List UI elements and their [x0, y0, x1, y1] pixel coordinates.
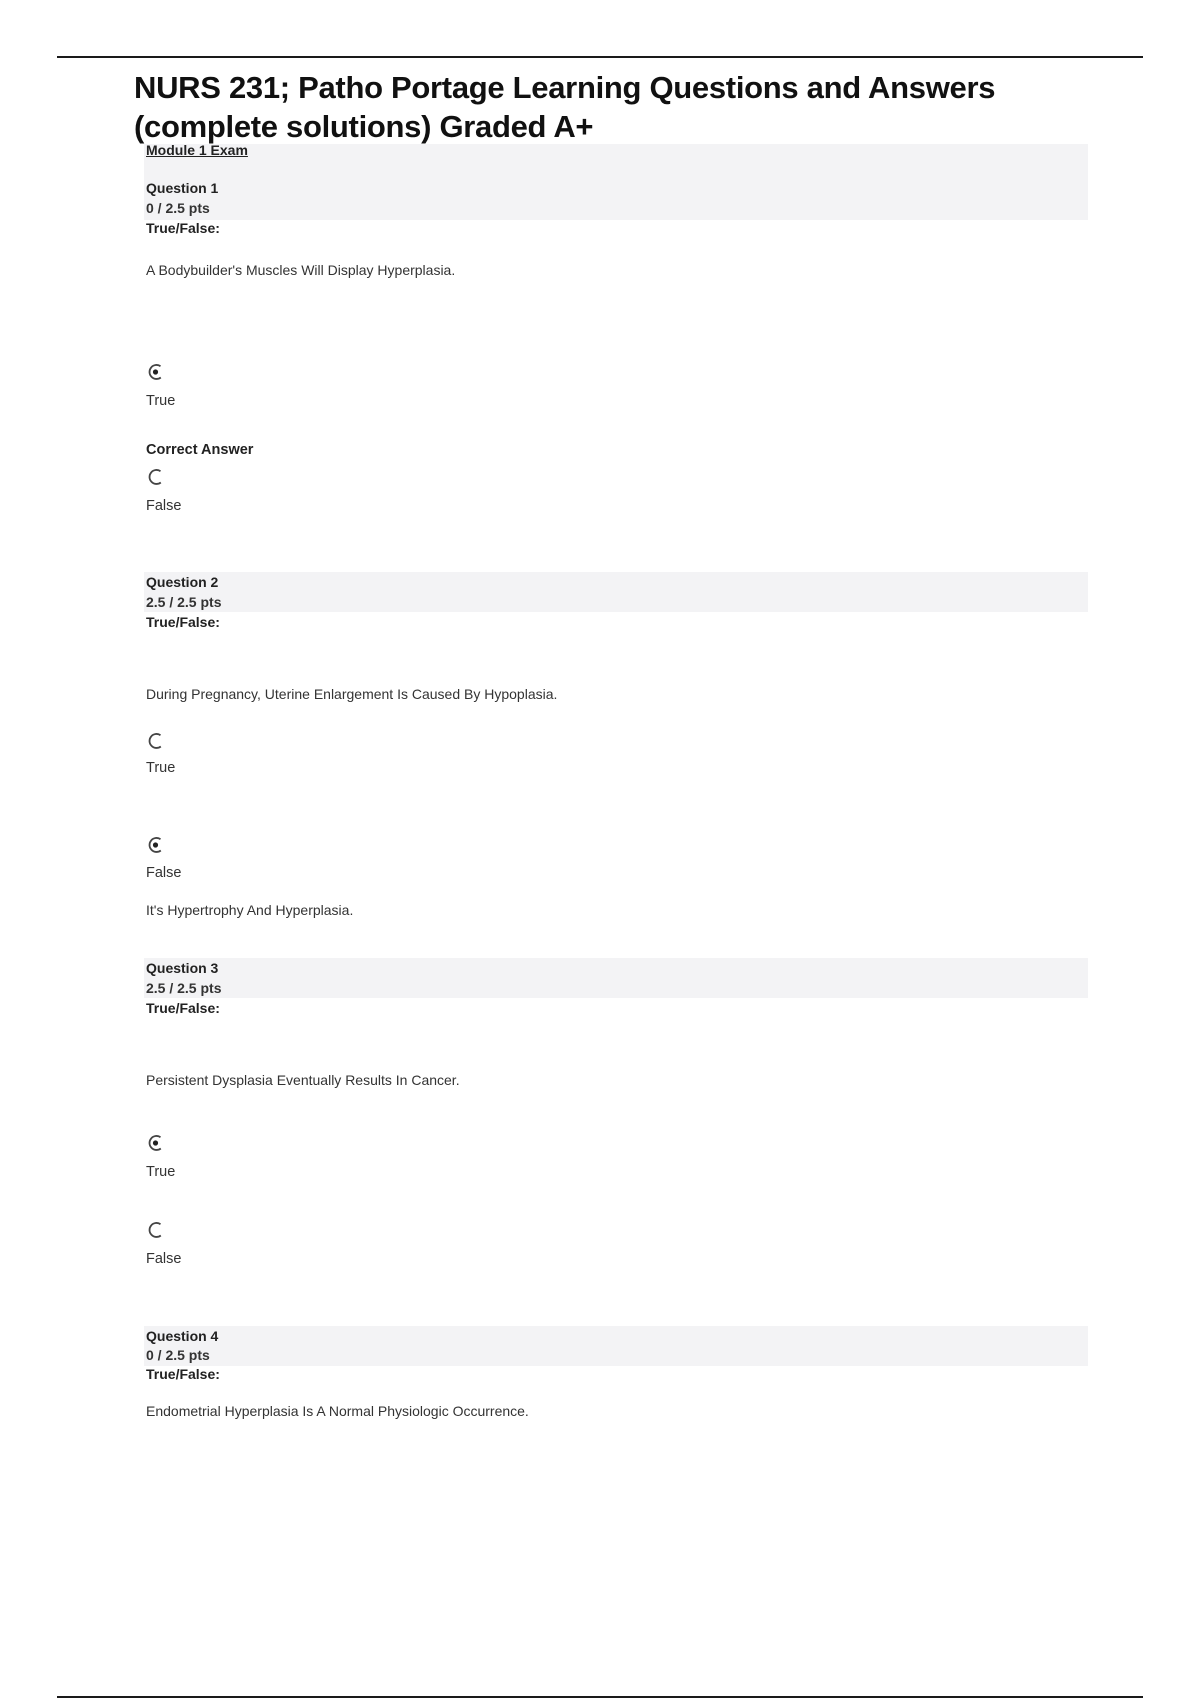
- question-3-type: True/False:: [146, 1000, 220, 1016]
- question-4-header-band: [144, 1326, 1088, 1366]
- question-4-type: True/False:: [146, 1366, 220, 1382]
- question-3-option-true-radio[interactable]: [146, 1133, 166, 1158]
- radio-unselected-icon: [146, 1220, 166, 1240]
- question-2-option-true-label: True: [146, 760, 176, 776]
- radio-unselected-icon: [146, 467, 166, 487]
- question-1-header-band: [144, 144, 1088, 220]
- question-2-option-false-label: False: [146, 865, 182, 881]
- question-2-option-false-radio[interactable]: [146, 835, 166, 860]
- question-3-points: 2.5 / 2.5 pts: [146, 980, 222, 996]
- question-1-heading: Question 1: [146, 180, 219, 196]
- question-1-type: True/False:: [146, 220, 220, 236]
- question-4-heading: Question 4: [146, 1328, 219, 1344]
- question-3-option-true-label: True: [146, 1164, 176, 1180]
- question-1-option-true-radio[interactable]: [146, 362, 166, 387]
- question-3-text: Persistent Dysplasia Eventually Results In Cancer.: [146, 1072, 460, 1088]
- module-exam-link[interactable]: Module 1 Exam: [146, 142, 248, 158]
- question-3-option-false-radio[interactable]: [146, 1220, 166, 1245]
- question-2-heading: Question 2: [146, 574, 219, 590]
- question-1-option-true-label: True: [146, 393, 176, 409]
- question-3-header-band: [144, 958, 1088, 998]
- question-4-points: 0 / 2.5 pts: [146, 1347, 210, 1363]
- question-1-points: 0 / 2.5 pts: [146, 200, 210, 216]
- question-2-text: During Pregnancy, Uterine Enlargement Is Caused By Hypoplasia.: [146, 686, 558, 702]
- page-title: NURS 231; Patho Portage Learning Questions and Answers (complete solutions) Graded A+: [134, 70, 996, 144]
- correct-answer-label: Correct Answer: [146, 442, 254, 458]
- question-4-text: Endometrial Hyperplasia Is A Normal Physiologic Occurrence.: [146, 1403, 529, 1419]
- question-1-option-false-radio[interactable]: [146, 467, 166, 492]
- question-1-option-false-label: False: [146, 498, 182, 514]
- question-3-heading: Question 3: [146, 960, 219, 976]
- question-2-option-true-radio[interactable]: [146, 731, 166, 756]
- question-2-type: True/False:: [146, 614, 220, 630]
- question-2-feedback: It's Hypertrophy And Hyperplasia.: [146, 902, 354, 918]
- radio-selected-icon: [146, 1133, 166, 1153]
- question-3-option-false-label: False: [146, 1251, 182, 1267]
- question-2-points: 2.5 / 2.5 pts: [146, 594, 222, 610]
- radio-unselected-icon: [146, 731, 166, 751]
- question-1-text: A Bodybuilder's Muscles Will Display Hyperplasia.: [146, 262, 456, 278]
- bottom-rule: [57, 1696, 1143, 1698]
- question-2-header-band: [144, 572, 1088, 612]
- top-rule: [57, 56, 1143, 58]
- radio-selected-icon: [146, 362, 166, 382]
- radio-selected-icon: [146, 835, 166, 855]
